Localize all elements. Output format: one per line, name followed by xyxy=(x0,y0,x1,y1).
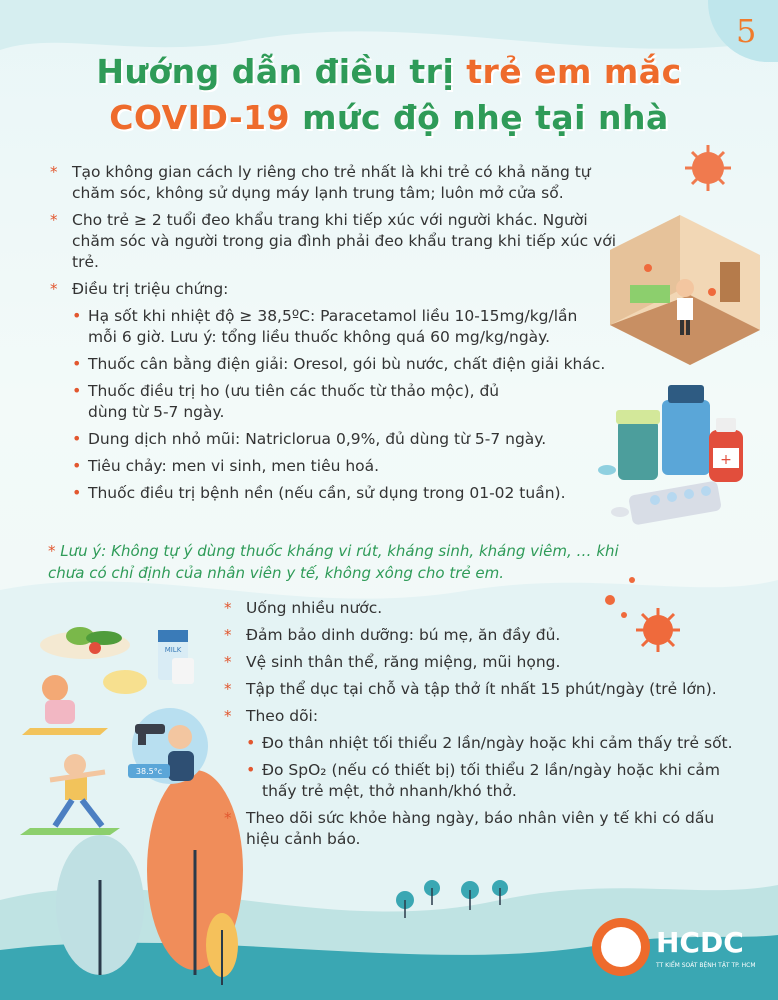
list-item: * Điều trị triệu chứng: xyxy=(50,280,229,298)
list-item: * Uống nhiều nước. xyxy=(224,599,383,617)
title-line-2 xyxy=(0,98,778,137)
list-item: * Cho trẻ ≥ 2 tuổi đeo khẩu trang khi tiếp xúc với người khác. Người chăm sóc và người trong gia đình phải đeo khẩu trang khi tiếp xúc với trẻ. xyxy=(50,211,617,271)
list-item: • Thuốc điều trị bệnh nền (nếu cần, sử dụng trong 01-02 tuần). xyxy=(72,483,566,502)
tree-icon xyxy=(56,835,144,975)
list-item: • Thuốc cân bằng điện giải: Oresol, gói bù nước, chất điện giải khác. xyxy=(72,354,606,373)
bullet-icon: * xyxy=(50,280,58,298)
medicine-illustration xyxy=(598,385,743,526)
note-text: Lưu ý: Không tự ý dùng thuốc kháng vi rút, kháng sinh, kháng viêm, … khi chưa có chỉ định của nhân viên y tế, không xông cho trẻ em. xyxy=(48,542,619,582)
bullet-icon: * xyxy=(50,163,58,181)
milk-label: MILK xyxy=(164,646,182,654)
top-wave xyxy=(0,0,778,50)
list-item: • Tiêu chảy: men vi sinh, men tiêu hoá. xyxy=(72,456,380,475)
virus-icon xyxy=(685,145,731,191)
list-item: • Dung dịch nhỏ mũi: Natriclorua 0,9%, đủ dùng từ 5-7 ngày. xyxy=(72,429,547,448)
list-item: • Đo SpO₂ (nếu có thiết bị) tối thiểu 2 lần/ngày hoặc khi cảm thấy trẻ mệt, thở nhanh/khó thở. xyxy=(246,760,720,800)
bullet-icon: • xyxy=(72,381,82,400)
logo-subtext: TT KIỂM SOÁT BỆNH TẬT TP. HCM xyxy=(656,962,756,969)
bullet-icon: • xyxy=(72,483,82,502)
bullet-icon: • xyxy=(72,429,82,448)
warning-note xyxy=(48,540,648,584)
list-item: • Hạ sốt khi nhiệt độ ≥ 38,5ºC: Paracetamol liều 10-15mg/kg/lần mỗi 6 giờ. Lưu ý: tổng liều thuốc không quá 60 mg/kg/ngày. xyxy=(72,306,578,346)
title-highlight: COVID-19 xyxy=(109,98,291,137)
title-line-1 xyxy=(0,52,778,91)
bullet-icon: • xyxy=(72,306,82,325)
list-item: • Đo thân nhiệt tối thiểu 2 lần/ngày hoặc khi cảm thấy trẻ sốt. xyxy=(246,733,733,752)
list-item: • Thuốc điều trị ho (ưu tiên các thuốc từ thảo mộc), đủ dùng từ 5-7 ngày. xyxy=(72,381,500,421)
list-item: * Đảm bảo dinh dưỡng: bú mẹ, ăn đầy đủ. xyxy=(224,626,561,644)
bullet-icon: • xyxy=(246,733,256,752)
bullet-icon: * xyxy=(224,680,232,698)
bullet-icon: * xyxy=(224,626,232,644)
bullet-icon: • xyxy=(72,456,82,475)
bullet-icon: * xyxy=(224,809,232,827)
title-part: mức độ nhẹ tại nhà xyxy=(290,98,669,137)
bullet-icon: * xyxy=(224,707,232,725)
list-item: * Theo dõi: xyxy=(224,707,319,725)
bullet-icon: * xyxy=(224,653,232,671)
bullet-icon: * xyxy=(224,599,232,617)
title-highlight: trẻ em mắc xyxy=(466,52,682,91)
page-number: 5 xyxy=(736,12,757,50)
list-item: * Vệ sinh thân thể, răng miệng, mũi họng. xyxy=(224,653,561,671)
list-item: * Tập thể dục tại chỗ và tập thở ít nhất 15 phút/ngày (trẻ lớn). xyxy=(224,680,717,698)
logo-emblem-icon xyxy=(592,918,650,976)
isolation-room-illustration xyxy=(610,215,760,365)
list-item: * Theo dõi sức khỏe hàng ngày, báo nhân viên y tế khi có dấu hiệu cảnh báo. xyxy=(224,809,715,848)
hcdc-logo xyxy=(592,918,762,980)
list-item: * Tạo không gian cách ly riêng cho trẻ nhất là khi trẻ có khả năng tự chăm sóc, không sử dụng máy lạnh trung tâm; luôn mở cửa sổ. xyxy=(50,163,591,202)
svg-text:+: + xyxy=(720,452,732,468)
title-part: Hướng dẫn điều trị xyxy=(96,52,467,91)
logo-text: HCDC xyxy=(656,926,744,959)
care-guidelines-list xyxy=(48,162,618,510)
bullet-icon: • xyxy=(246,760,256,779)
note-star: * xyxy=(48,542,61,560)
bullet-icon: * xyxy=(50,211,58,229)
home-care-list xyxy=(222,598,752,856)
bullet-icon: • xyxy=(72,354,82,373)
thermometer-reading: 38.5°c xyxy=(135,767,163,776)
